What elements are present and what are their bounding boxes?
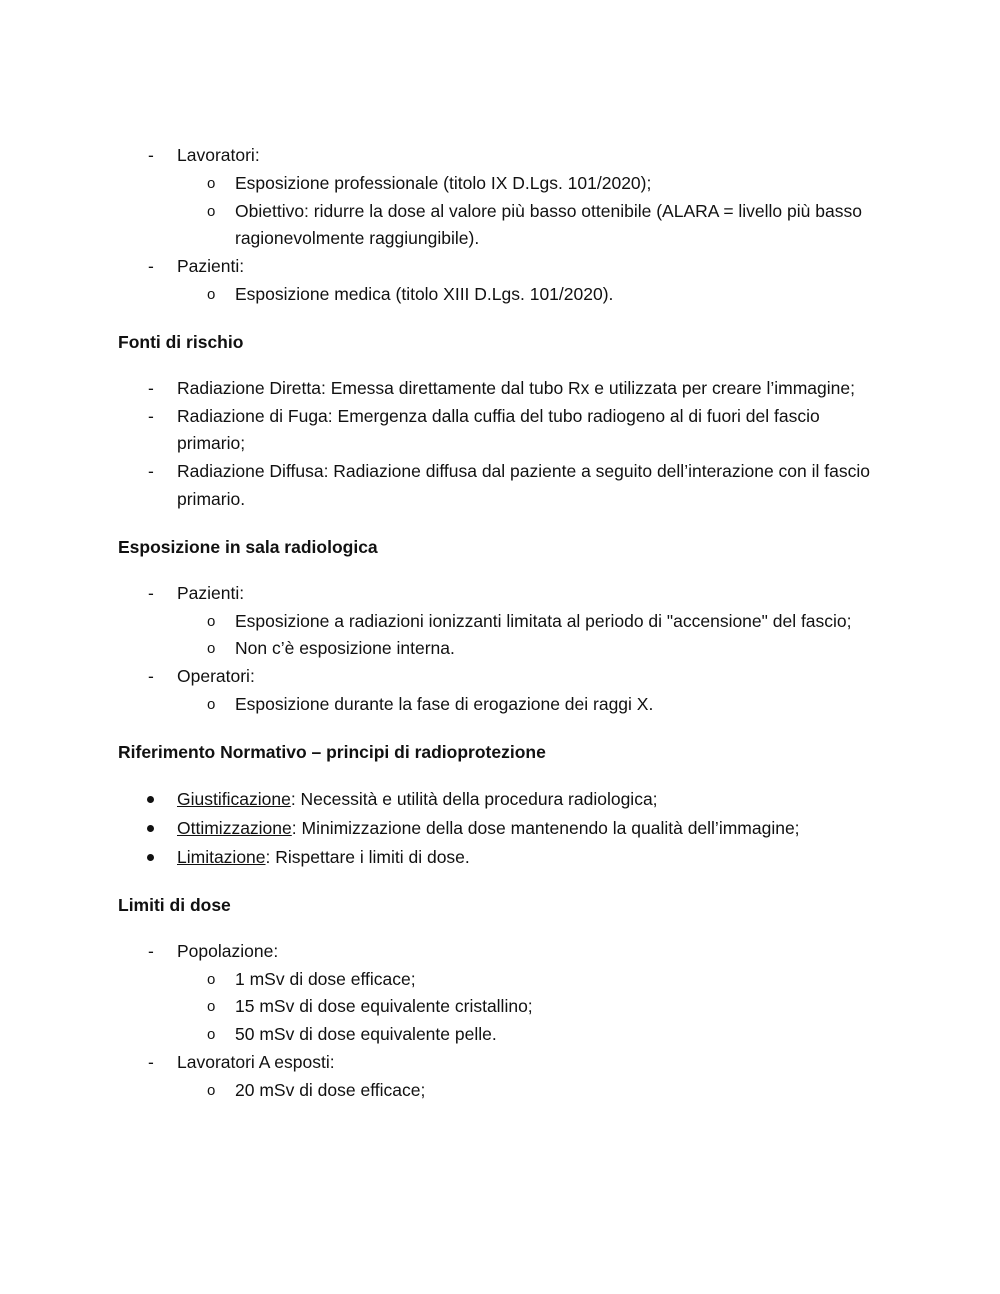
principle-term: Ottimizzazione	[177, 817, 292, 838]
list-item-label: Popolazione:	[177, 940, 279, 961]
list-item-label: Lavoratori A esposti:	[177, 1051, 335, 1072]
room-exposure-list	[118, 580, 880, 719]
sub-list-item	[177, 1021, 880, 1049]
section-heading-regulatory-principles: Riferimento Normativo – principi di radioprotezione	[118, 741, 546, 762]
dash-marker: -	[148, 666, 154, 687]
dash-marker: -	[148, 1051, 154, 1072]
circle-marker: o	[207, 174, 216, 192]
sub-list	[177, 966, 880, 1049]
sub-item-text: 50 mSv di dose equivalente pelle.	[235, 1024, 497, 1045]
list-item	[118, 253, 880, 309]
sub-item-text: 20 mSv di dose efficace;	[235, 1079, 426, 1100]
list-item-label: Pazienti:	[177, 256, 245, 277]
sub-list	[177, 691, 880, 719]
list-item-label: Lavoratori:	[177, 145, 260, 165]
dash-marker: -	[148, 582, 154, 603]
sub-list-item	[177, 993, 880, 1021]
sub-item-text: 15 mSv di dose equivalente cristallino;	[235, 996, 533, 1017]
list-item	[118, 375, 880, 403]
list-item	[118, 814, 880, 843]
circle-marker: o	[207, 695, 216, 713]
bullet-dot-icon	[147, 796, 154, 803]
list-item	[118, 938, 880, 1049]
section-heading-risk-sources: Fonti di rischio	[118, 331, 244, 352]
sub-list	[177, 608, 880, 664]
list-item	[118, 1049, 880, 1105]
sub-list-item	[177, 608, 880, 636]
list-item	[118, 843, 880, 872]
sub-item-text: Esposizione professionale (titolo IX D.Lgs. 101/2020);	[235, 172, 652, 193]
list-item	[118, 458, 880, 514]
circle-marker: o	[207, 1081, 216, 1099]
principle-description: : Minimizzazione della dose mantenendo la qualità dell’immagine;	[291, 817, 800, 838]
list-item-text: Radiazione di Fuga: Emergenza dalla cuffia del tubo radiogeno al di fuori del fascio primario;	[177, 405, 820, 454]
circle-marker: o	[207, 285, 216, 303]
sub-list	[177, 1077, 880, 1105]
circle-marker: o	[207, 640, 216, 658]
dose-limits-list	[118, 938, 880, 1105]
risk-sources-list	[118, 375, 880, 514]
list-item	[118, 663, 880, 719]
sub-list-item	[177, 966, 880, 994]
sub-list-item	[177, 1077, 880, 1105]
list-item-label: Pazienti:	[177, 582, 245, 603]
sub-item-text: Non c’è esposizione interna.	[235, 638, 455, 659]
list-item	[118, 403, 880, 459]
sub-list-item	[177, 170, 880, 198]
sub-item-text: Esposizione durante la fase di erogazione dei raggi X.	[235, 693, 654, 714]
sub-item-text: 1 mSv di dose efficace;	[235, 968, 416, 989]
list-item-text: Radiazione Diretta: Emessa direttamente dal tubo Rx e utilizzata per creare l’immagine;	[177, 377, 855, 398]
bullet-dot-icon	[147, 825, 154, 832]
principle-description: : Necessità e utilità della procedura radiologica;	[290, 788, 658, 809]
sub-list-item	[177, 281, 880, 309]
sub-list-item	[177, 198, 880, 254]
section-heading-room-exposure: Esposizione in sala radiologica	[118, 536, 378, 557]
dash-marker: -	[148, 405, 154, 426]
dash-marker: -	[148, 461, 154, 482]
list-item-label: Operatori:	[177, 666, 255, 687]
list-item-text: Radiazione Diffusa: Radiazione diffusa dal paziente a seguito dell’interazione con il fascio primario.	[177, 461, 870, 509]
principle-term: Giustificazione	[177, 788, 291, 809]
dash-marker: -	[148, 256, 154, 277]
sub-item-text: Obiettivo: ridurre la dose al valore più basso ottenibile (ALARA = livello più basso ragionevolmente raggiungibile).	[235, 200, 862, 249]
principle-description: : Rispettare i limiti di dose.	[265, 846, 470, 867]
dash-marker: -	[148, 377, 154, 398]
sub-list-item	[177, 635, 880, 663]
circle-marker: o	[207, 612, 216, 630]
sub-list-item	[177, 691, 880, 719]
workers-patients-list	[118, 142, 880, 309]
list-item	[118, 785, 880, 814]
sub-list	[177, 281, 880, 309]
circle-marker: o	[207, 202, 216, 220]
sub-item-text: Esposizione medica (titolo XIII D.Lgs. 101/2020).	[235, 283, 614, 304]
dash-marker: -	[148, 145, 154, 165]
principle-term: Limitazione	[177, 846, 266, 867]
circle-marker: o	[207, 1026, 216, 1044]
list-item	[118, 142, 880, 253]
circle-marker: o	[207, 970, 216, 988]
circle-marker: o	[207, 998, 216, 1016]
sub-item-text: Esposizione a radiazioni ionizzanti limitata al periodo di "accensione" del fascio;	[235, 610, 852, 631]
sub-list	[177, 170, 880, 253]
dash-marker: -	[148, 940, 154, 961]
principles-list	[118, 785, 880, 872]
bullet-dot-icon	[147, 854, 154, 861]
list-item	[118, 580, 880, 663]
section-heading-dose-limits: Limiti di dose	[118, 894, 231, 915]
